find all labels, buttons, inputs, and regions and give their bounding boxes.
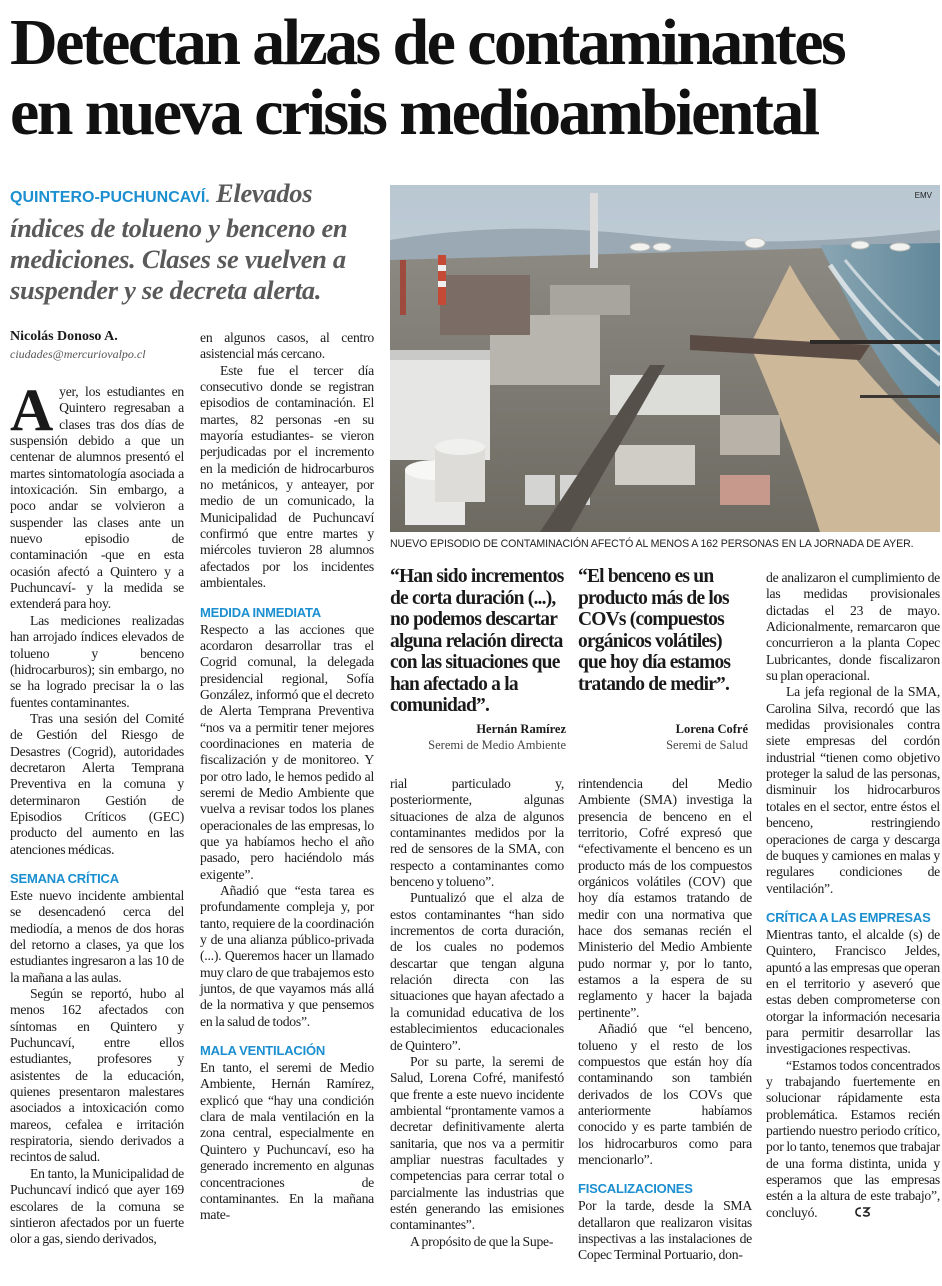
paragraph-text: de analizaron el cumplimiento de las medidas provisionales dictadas el 23 de mayo. Adicionalmente, remarcaron que concurrieron a la planta Copec Lubricantes, donde fiscalizaron su plan operacional.	[766, 570, 940, 684]
body-paragraph	[766, 1058, 940, 1222]
paragraph-text: Este fue el tercer día consecutivo donde se registran episodios de contaminación. El martes, 82 personas -en su mayoría estudiantes- se vieron perjudicadas por el incremento en la medición de hidrocarburos no metánicos, y anteayer, por medio de un comunicado, la Municipalidad de Puchuncaví confirmó que entre martes y miércoles tuvieron 28 alumnos afectados por los incidentes ambientales.	[200, 362, 374, 591]
section-subheading: MEDIDA INMEDIATA	[200, 604, 321, 620]
quote-text: “Han sido incrementos de corta duración (...), no podemos descartar alguna relación directa con las situaciones que han afectado a la comunidad”.	[390, 566, 564, 716]
quote-author: Lorena Cofré	[675, 722, 748, 736]
quote-author: Hernán Ramírez	[476, 721, 566, 736]
article-photo	[390, 185, 940, 532]
body-paragraph	[10, 613, 184, 711]
industrial-coast-photo	[390, 185, 940, 532]
author-email: ciudades@mercuriovalpo.cl	[10, 347, 146, 361]
paragraph-text: Respecto a las acciones que acordaron desarrollar tras el Cogrid comunal, la delegada presidencial regional, Sofía González, informó que el decreto de Alerta Temprana Preventiva “nos va a permitir tener mejores coordinaciones en materia de fiscalización y de monitoreo. Y por otro lado, le hemos pedido al seremi de Medio Ambiente que vuelva a revisar todos los planes operacionales de las empresas, lo que ya habíamos hecho el año pasado, pero haciéndolo más exigente”.	[200, 621, 374, 882]
body-paragraph	[766, 684, 940, 896]
body-paragraph	[10, 986, 184, 1166]
body-paragraph	[10, 888, 184, 986]
body-paragraph	[200, 883, 374, 1030]
quote-role: Seremi de Salud	[666, 738, 748, 752]
section-subheading: MALA VENTILACIÓN	[200, 1043, 326, 1059]
body-paragraph	[766, 927, 940, 1058]
body-paragraph	[390, 1234, 564, 1250]
lede	[10, 178, 380, 306]
paragraph-text: Por su parte, la seremi de Salud, Lorena Cofré, manifestó que frente a este nuevo incidente ambiental “prontamente vamos a decretar definitivamente alerta sanitaria, que nos va a permitir ampliar nuestras facultades y competencias para cerrar total o parcialmente las industrias que estén generando las emisiones contaminantes”.	[390, 1053, 564, 1233]
article-column-3	[390, 776, 564, 1250]
body-paragraph	[578, 1198, 752, 1263]
body-paragraph	[200, 1060, 374, 1223]
paragraph-text: Según se reportó, hubo al menos 162 afectados con síntomas en Quintero y Puchuncaví, entre ellos estudiantes, profesores y asistentes de la educación, quienes presentaron malestares asociados a intoxicación como mareos, cefalea e irritación respiratoria, siendo derivados a recintos de salud.	[10, 986, 184, 1165]
lede-text: Elevados índices de tolueno y benceno en mediciones. Clases se vuelven a suspender y se decreta alerta.	[10, 178, 348, 305]
body-paragraph	[390, 776, 564, 890]
pull-quote-cofre	[578, 566, 748, 753]
photo-credit: EMV	[914, 191, 932, 200]
body-paragraph	[10, 377, 184, 613]
body-paragraph	[200, 330, 374, 363]
paragraph-text: Puntualizó que el alza de estos contaminantes “han sido incrementos de corta duración, de los cuales no podemos descartar que tengan alguna relación directa con las situaciones que hayan afectado a la comunidad educativa de los establecimientos educacionales de Quintero”.	[390, 890, 564, 1053]
headline	[10, 8, 940, 148]
article-column-4	[578, 776, 752, 1264]
body-paragraph	[200, 363, 374, 592]
photo-caption: NUEVO EPISODIO DE CONTAMINACIÓN AFECTÓ AL MENOS A 162 PERSONAS EN LA JORNADA DE AYER.	[390, 538, 914, 550]
paragraph-text: en algunos casos, al centro asistencial más cercano.	[200, 330, 374, 362]
body-paragraph	[578, 1021, 752, 1168]
body-paragraph	[390, 1054, 564, 1234]
quote-role: Seremi de Medio Ambiente	[428, 737, 566, 752]
headline-line-1: Detectan alzas de contaminantes	[10, 6, 845, 79]
drop-cap: A	[10, 377, 54, 443]
body-paragraph	[200, 622, 374, 884]
paragraph-text: A propósito de que la Supe-	[410, 1233, 554, 1249]
byline	[10, 328, 185, 363]
body-paragraph	[578, 776, 752, 1021]
paragraph-text: Añadió que “el benceno, tolueno y el resto de los compuestos que están hoy día contaminando son también derivados de los COVs que anteriormente habíamos conocido y es parte también de los hidrocarburos como para mencionarlo”.	[578, 1021, 752, 1167]
lede-location: QUINTERO-PUCHUNCAVÍ.	[10, 189, 210, 206]
section-subheading: FISCALIZACIONES	[578, 1181, 693, 1197]
paragraph-text: “Estamos todos concentrados y trabajando fuertemente en solucionar rápidamente esta problemática. Estamos recién partiendo nuestro periodo crítico, por lo tanto, tenemos que trabajar de una forma distinta, unida y esperamos que las empresas estén a la altura de este trabajo”, concluyó.	[766, 1057, 940, 1220]
paragraph-text: En tanto, el seremi de Medio Ambiente, Hernán Ramírez, explicó que “hay una condición clara de mala ventilación en la zona central, especialmente en Quintero y Puchuncaví, eso ha generado incremento en algunas concentraciones de contaminantes. En la mañana mate-	[200, 1060, 374, 1223]
body-paragraph	[10, 1166, 184, 1248]
paragraph-text: La jefa regional de la SMA, Carolina Silva, recordó que las medidas provisionales contra siete empresas del cordón industrial “tienen como objetivo proteger la salud de las personas, disminuir los hidrocarburos totales en el sector, entre éstos el benceno, restringiendo operaciones de carga y descarga de buques y camiones en malas y regulares condiciones de ventilación”.	[766, 684, 940, 896]
paragraph-text: Mientras tanto, el alcalde (s) de Quintero, Francisco Jeldes, apuntó a las empresas que operan en el territorio y aseveró que estas deben comprometerse con otorgar la información necesaria para permitir desarrollar las investigaciones respectivas.	[766, 926, 940, 1057]
end-mark-icon	[835, 1205, 871, 1221]
body-paragraph	[390, 890, 564, 1053]
headline-line-2: en nueva crisis medioambiental	[10, 76, 818, 149]
paragraph-text: Este nuevo incidente ambiental se desencadenó cerca del mediodía, a menos de dos horas del retorno a clases, ya que los estudiantes ingresaron a las 10 de la mañana a las aulas.	[10, 887, 184, 985]
paragraph-text: yer, los estudiantes en Quintero regresaban a clases tras dos días de suspensión debido a que un centenar de alumnos presentó el martes sintomatología asociada a intoxicación. Sin embargo, a poco andar se volvieron a suspender las clases ante un nuevo episodio de contaminación -que en esta ocasión afectó a Quintero y a Puchuncaví- y la medida se extenderá para hoy.	[10, 384, 184, 612]
article-column-5	[766, 570, 940, 1222]
paragraph-text: En tanto, la Municipalidad de Puchuncaví indicó que ayer 169 escolares de la comuna se sintieron afectados por un fuerte olor a gas, siendo derivados,	[10, 1165, 184, 1247]
body-paragraph	[10, 711, 184, 858]
quote-text: “El benceno es un producto más de los COVs (compuestos orgánicos volátiles) que hoy día estamos tratando de medir”.	[578, 566, 731, 695]
pull-quote-ramirez	[390, 566, 566, 753]
article-column-1	[10, 377, 184, 1248]
paragraph-text: Añadió que “esta tarea es profundamente compleja y, por tanto, requiere de la coordinación y de una alianza público-privada (...). Queremos hacer un llamado muy claro de que trabajemos esto juntos, de que vayamos más allá de la normativa y que pensemos en la salud de todos”.	[200, 883, 374, 1029]
paragraph-text: rintendencia del Medio Ambiente (SMA) investiga la presencia de benceno en el territorio, Cofré expresó que “efectivamente el benceno es un producto más de los compuestos orgánicos volátiles (COV) que hoy día estamos tratando de medir con una normativa que hace dos semanas recién el Ministerio del Medio Ambiente pudo normar y, por lo tanto, estamos a la espera de su reglamento y hacer la bajada pertinente”.	[578, 776, 752, 1020]
section-subheading: CRÍTICA A LAS EMPRESAS	[766, 909, 931, 925]
body-paragraph	[766, 570, 940, 684]
paragraph-text: Las mediciones realizadas han arrojado índices elevados de tolueno y benceno (hidrocarburos); sin embargo, no se ha logrado precisar la o las fuentes contaminantes.	[10, 612, 184, 710]
author-name: Nicolás Donoso A.	[10, 329, 118, 344]
article-column-2	[200, 330, 374, 1224]
paragraph-text: rial particulado y, posteriormente, algunas situaciones de alza de algunos contaminantes medidos por la red de sensores de la SMA, con respecto a contaminantes como benceno y tolueno”.	[390, 776, 564, 890]
section-subheading: SEMANA CRÍTICA	[10, 870, 119, 886]
paragraph-text: Tras una sesión del Comité de Gestión del Riesgo de Desastres (Cogrid), autoridades decretaron Alerta Temprana Preventiva en la comuna y determinaron Gestión de Episodios Críticos (GEC) producto del aumento en las atenciones médicas.	[10, 710, 184, 857]
paragraph-text: Por la tarde, desde la SMA detallaron que realizaron visitas inspectivas a las instalaciones de Copec Terminal Portuario, don-	[578, 1198, 752, 1263]
